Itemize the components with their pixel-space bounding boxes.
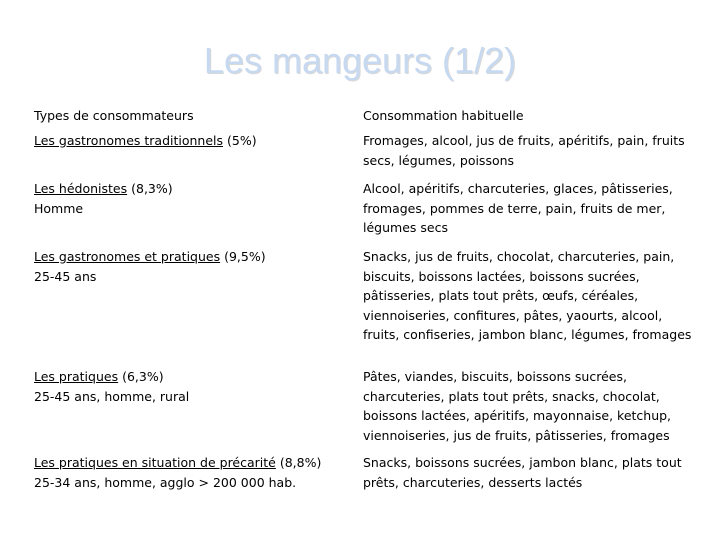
table-row <box>34 179 694 247</box>
consumer-type-name: Les gastronomes et pratiques <box>34 249 221 264</box>
consumer-type-line <box>34 179 363 199</box>
consumer-type-cell <box>34 367 363 453</box>
consumer-type-cell <box>34 131 363 179</box>
consumer-profile: Homme <box>34 200 84 216</box>
consumer-type-line <box>34 367 363 387</box>
consumer-type-name: Les pratiques en situation de précarité <box>34 455 276 470</box>
consumer-type-line <box>34 453 363 473</box>
consumer-type-name: Les pratiques <box>34 369 119 384</box>
table-header-row <box>34 106 694 131</box>
consumption-cell: Snacks, jus de fruits, chocolat, charcuteries, pain, biscuits, boissons lactées, boissons sucrées, pâtisseries, plats tout prêts, œufs, céréales, viennoiseries, confitures, pâtes, yaourts, alcool, fruits, confiseries, jambon blanc, légumes, fromages <box>363 249 692 342</box>
consumer-type-name: Les hédonistes <box>34 181 128 196</box>
consumer-type-line <box>34 247 363 267</box>
consumption-cell: Fromages, alcool, jus de fruits, apéritifs, pain, fruits secs, légumes, poissons <box>363 133 685 168</box>
consumer-type-cell <box>34 453 363 513</box>
consumption-cell: Pâtes, viandes, biscuits, boissons sucrées, charcuteries, plats tout prêts, snacks, chocolat, boissons lactées, apéritifs, mayonnaise, ketchup, viennoiseries, jus de fruits, pâtisseries, fromages <box>363 369 672 443</box>
table-row <box>34 367 694 453</box>
consumer-types-table <box>34 106 694 513</box>
consumer-type-share: (8,8%) <box>275 455 322 470</box>
consumption-cell: Snacks, boissons sucrées, jambon blanc, plats tout prêts, charcuteries, desserts lactés <box>363 455 682 490</box>
table-row <box>34 131 694 179</box>
slide-title: Les mangeurs (1/2) <box>203 40 517 81</box>
table-row <box>34 453 694 513</box>
consumer-type-share: (9,5%) <box>220 249 266 264</box>
consumer-profile: 25-45 ans <box>34 268 97 284</box>
consumer-type-share: (6,3%) <box>118 369 164 384</box>
consumer-profile: 25-45 ans, homme, rural <box>34 388 190 404</box>
consumer-type-share: (8,3%) <box>127 181 173 196</box>
consumer-type-cell <box>34 247 363 367</box>
consumer-type-name: Les gastronomes traditionnels <box>34 133 224 148</box>
consumer-type-line <box>34 131 363 151</box>
table-row <box>34 247 694 367</box>
consumer-type-share: (5%) <box>223 133 257 148</box>
header-consumer-types: Types de consommateurs <box>34 108 194 123</box>
consumer-profile: 25-34 ans, homme, agglo > 200 000 hab. <box>34 474 297 490</box>
consumer-type-cell <box>34 179 363 247</box>
consumption-cell: Alcool, apéritifs, charcuteries, glaces, pâtisseries, fromages, pommes de terre, pain, fruits de mer, légumes secs <box>363 181 673 235</box>
header-usual-consumption: Consommation habituelle <box>363 108 524 123</box>
